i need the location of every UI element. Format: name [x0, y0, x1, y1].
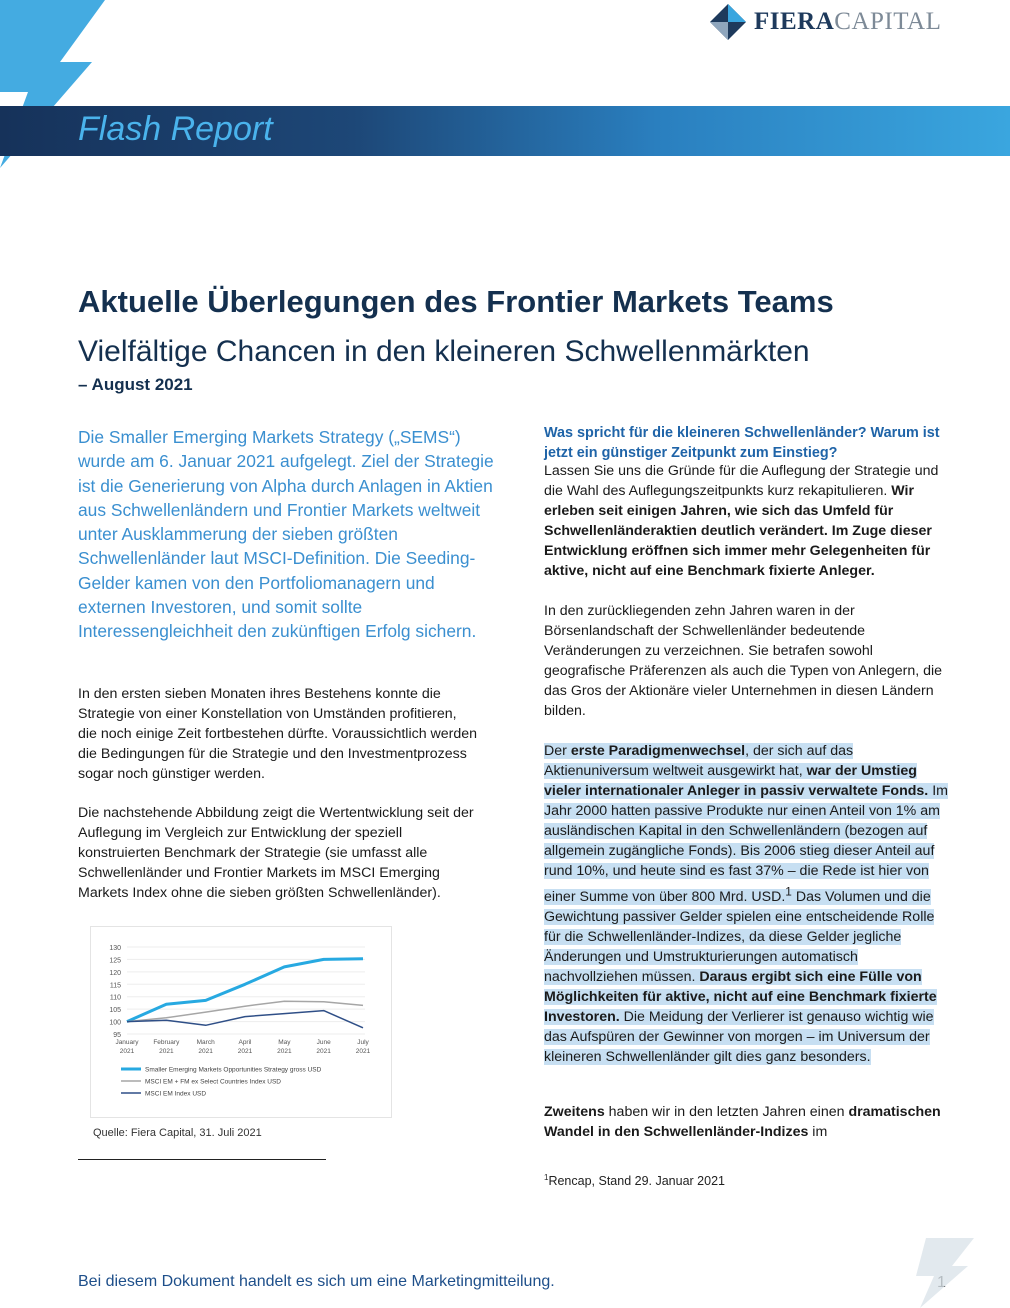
y-tick-label: 125	[109, 957, 121, 965]
chart-source: Quelle: Fiera Capital, 31. Juli 2021	[93, 1127, 262, 1139]
footnote-text: Rencap, Stand 29. Januar 2021	[548, 1174, 725, 1189]
right-paragraph-2	[544, 601, 954, 721]
x-tick-label: 2021	[119, 1048, 135, 1055]
right-p3-b: erste Paradigmenwechsel	[570, 743, 746, 759]
right-paragraph-4	[544, 1102, 954, 1142]
y-tick-label: 105	[109, 1007, 121, 1015]
right-p1-normal: Lassen Sie uns die Gründe für die Auflegung der Strategie und die Wahl des Auflegungszeitpunkts kurz rekapitulieren.	[544, 463, 939, 499]
report-date: – August 2021	[78, 375, 193, 394]
x-tick-label: 2021	[237, 1048, 253, 1055]
y-tick-label: 120	[109, 969, 121, 977]
left-paragraph-2-text: Die nachstehende Abbildung zeigt die Wertentwicklung seit der Auflegung im Vergleich zur Entwicklung der speziell konstruierten Benchmark der Strategie (sie umfasst alle Schwellenländer und Frontier Markets im MSCI Emerging Markets Index ohne die sieben größten Schwellenländer).	[78, 805, 474, 901]
x-tick-label: January	[115, 1039, 139, 1046]
x-tick-label: May	[278, 1039, 291, 1046]
footer-disclaimer: Bei diesem Dokument handelt es sich um eine Marketingmitteilung.	[78, 1273, 555, 1290]
x-tick-label: 2021	[316, 1048, 331, 1055]
footnote-number: 1	[544, 1173, 549, 1182]
footnote-divider	[78, 1159, 326, 1160]
performance-chart-svg	[91, 927, 391, 1117]
right-p3-d: war der Umstieg vieler internationaler Anleger in passiv verwaltete Fonds.	[544, 763, 929, 799]
right-p4-d: im	[808, 1124, 828, 1140]
right-p4-a: Zweitens	[544, 1104, 605, 1120]
page-title: Aktuelle Überlegungen des Frontier Markets Teams	[78, 284, 834, 319]
legend-label: MSCI EM Index USD	[145, 1090, 207, 1098]
left-paragraph-1	[78, 684, 478, 784]
legend-label: Smaller Emerging Markets Opportunities Strategy gross USD	[145, 1066, 322, 1074]
legend-label: MSCI EM + FM ex Select Countries Index USD	[145, 1078, 282, 1086]
x-tick-label: March	[196, 1039, 215, 1046]
logo-text-bold: FIERA	[754, 8, 835, 35]
right-paragraph-3	[544, 741, 954, 1067]
x-tick-label: June	[316, 1039, 331, 1046]
section-heading: Was spricht für die kleineren Schwellenländer? Warum ist jetzt ein günstiger Zeitpunkt zum Einstieg?	[544, 425, 940, 461]
x-tick-label: 2021	[355, 1048, 371, 1055]
banner-title: Flash Report	[78, 110, 273, 148]
right-p1-bold: Wir erleben seit einigen Jahren, wie sich das Umfeld für Schwellenländeraktien deutlich verändert. Im Zuge dieser Entwicklung eröffnen sich immer mehr Gelegenheiten für aktive, nicht auf eine Benchmark fixierte Anleger.	[544, 483, 932, 579]
x-tick-label: July	[357, 1039, 369, 1046]
page-subtitle: Vielfältige Chancen in den kleineren Schwellenmärkten	[78, 335, 810, 368]
y-tick-label: 95	[113, 1032, 121, 1039]
y-tick-label: 110	[109, 994, 121, 1002]
y-tick-label: 115	[109, 982, 121, 990]
logo-text-light: CAPITAL	[834, 8, 942, 35]
left-paragraph-1-text: In den ersten sieben Monaten ihres Bestehens konnte die Strategie von einer Konstellation von Umständen profitieren, die noch einige Zeit fortbestehen dürfte. Voraussichtlich werden die Bedingungen für die Strategie und den Investmentprozess sogar noch günstiger werden.	[78, 686, 478, 782]
x-tick-label: 2021	[277, 1048, 292, 1055]
right-p3-g: Daraus ergibt sich eine Fülle von Möglichkeiten für aktive, nicht auf eine Benchmark fixierte Investoren.	[544, 968, 937, 1025]
lightning-bolt-watermark-icon	[908, 1238, 978, 1308]
right-p3-e: Im Jahr 2000 hatten passive Produkte nur einen Anteil von 1% am ausländischen Kapital in den Schwellenländern (bezogen auf allgemein zugängliche Fonds). Bis 2006 stieg dieser Anteil auf rund 10%, und heute sind es fast 37% – die Rede ist hier von einer Summe von über 800 Mrd. USD.	[544, 783, 948, 905]
right-p2-text: In den zurückliegenden zehn Jahren waren in der Börsenlandschaft der Schwellenländer bedeutende Veränderungen zu verzeichnen. Sie betrafen sowohl geografische Präferenzen als auch die Typen von Anlegern, die das Gros der Aktionäre vieler Unternehmen in diesen Ländern bilden.	[544, 603, 943, 719]
series-line	[127, 1001, 363, 1021]
series-line	[127, 1011, 363, 1028]
logo-diamond-icon	[708, 2, 748, 42]
intro-paragraph: Die Smaller Emerging Markets Strategy („SEMS“) wurde am 6. Januar 2021 aufgelegt. Ziel der Strategie ist die Generierung von Alpha durch Anlagen in Aktien aus Schwellenländern und Frontier Markets weltweit unter Ausklammerung der sieben größten Schwellenländer laut MSCI-Definition. Die Seeding- Gelder kamen von den Portfoliomanagern und externen Investoren, und somit sollte Interessengleichheit den zukünftigen Erfolg sichern.	[78, 427, 494, 642]
fiera-capital-logo	[708, 2, 941, 42]
y-tick-label: 100	[109, 1019, 121, 1027]
right-p3-f: Das Volumen und die Gewichtung passiver Gelder spielen eine entscheidende Rolle für die Schwellenländer-Indizes, da diese Gelder jegliche Änderungen und Umstrukturierungen automatisch nachvollziehen müssen.	[544, 888, 935, 985]
right-p4-b: haben wir in den letzten Jahren einen	[604, 1104, 849, 1120]
y-tick-label: 130	[109, 945, 121, 952]
right-p3-c: , der sich auf das Aktienuniversum weltweit ausgewirkt hat,	[544, 743, 854, 779]
footnote	[544, 1173, 725, 1188]
x-tick-label: 2021	[159, 1048, 174, 1055]
x-tick-label: April	[238, 1039, 252, 1046]
right-p3-h: Die Meidung der Verlierer ist genauso wichtig wie das Aufspüren der Gewinner von morgen – im Universum der kleineren Schwellenländer gilt dies ganz besonders.	[544, 1008, 934, 1065]
right-paragraph-1	[544, 461, 954, 581]
footnote-ref: 1	[785, 884, 792, 898]
right-p4-c: dramatischen Wandel in den Schwellenländer-Indizes	[544, 1104, 941, 1140]
performance-chart	[90, 926, 392, 1118]
left-paragraph-2	[78, 803, 488, 903]
x-tick-label: February	[153, 1039, 180, 1046]
x-tick-label: 2021	[198, 1048, 213, 1055]
right-p3-a: Der	[544, 743, 571, 759]
